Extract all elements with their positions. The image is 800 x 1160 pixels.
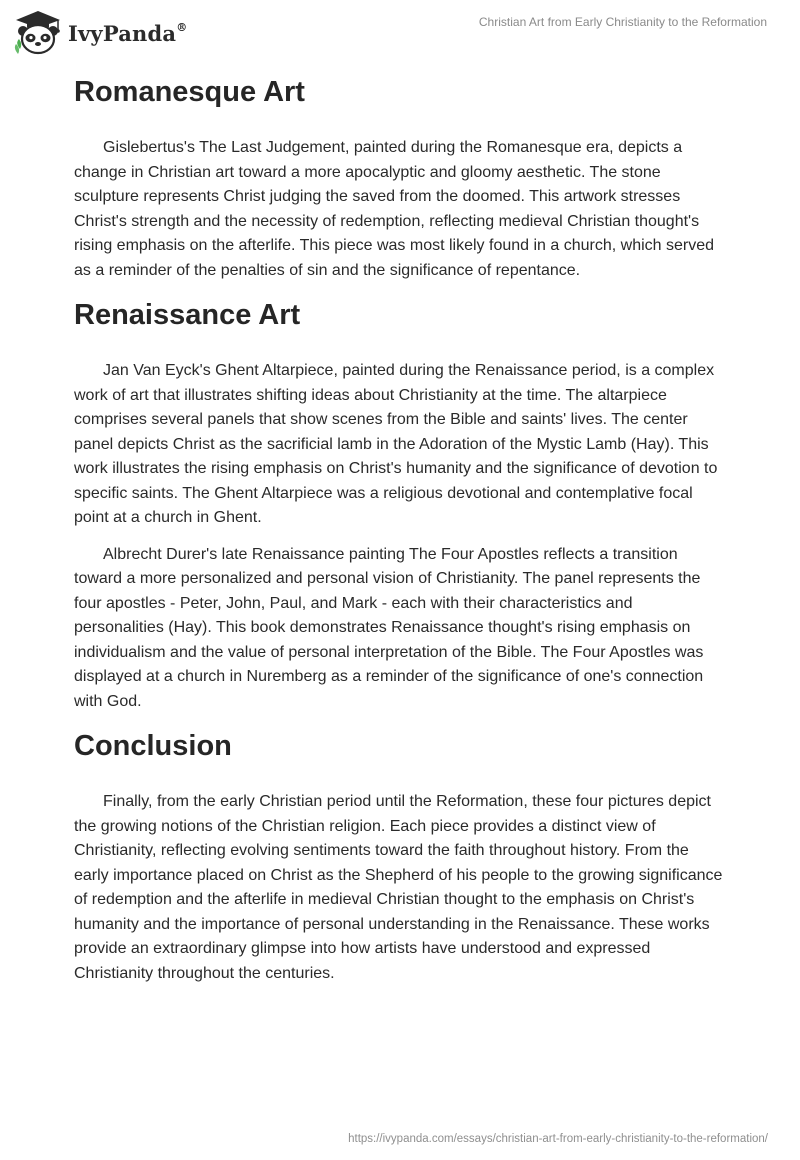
logo-text — [68, 21, 187, 46]
document-title: Christian Art from Early Christianity to the Reformation — [478, 15, 767, 29]
section-heading-renaissance: Renaissance Art — [74, 299, 301, 331]
panda-graduate-icon — [14, 9, 62, 55]
paragraph-renaissance-2: Albrecht Durer's late Renaissance painting The Four Apostles reflects a transition toward a more personalized and personal vision of Christianity. The panel represents the four apostles - Peter, John, Paul, and Mark - each with their characteristics and personalities (Hay). This book demonstrates Renaissance thought's rising emphasis on individualism and the value of personal interpretation of the Bible. The Four Apostles was displayed at a church in Nuremberg as a reminder of the significance of one's connection with God. — [74, 545, 704, 710]
section-heading-romanesque: Romanesque Art — [74, 76, 305, 108]
registered-mark: ® — [176, 20, 188, 34]
logo-name: IvyPanda — [68, 20, 177, 46]
paragraph-renaissance-1: Jan Van Eyck's Ghent Altarpiece, painted during the Renaissance period, is a complex work of art that illustrates shifting ideas about Christianity at the time. The altarpiece comprises several panels that show scenes from the Bible and saints' lives. The center panel depicts Christ as the sacrificial lamb in the Adoration of the Mystic Lamb (Hay). This work illustrates the rising emphasis on Christ's humanity and the significance of devotion to specific saints. The Ghent Altarpiece was a religious devotional and contemplative focal point at a church in Ghent. — [74, 362, 718, 526]
paragraph-romanesque: Gislebertus's The Last Judgement, painted during the Romanesque era, depicts a change in Christian art toward a more apocalyptic and gloomy aesthetic. The stone sculpture represents Christ judging the saved from the doomed. This artwork stresses Christ's strength and the necessity of redemption, reflecting medieval Christian thought's rising emphasis on the afterlife. This piece was most likely found in a church, which served as a reminder of the penalties of sin and the significance of repentance. — [74, 139, 715, 279]
page-header — [0, 0, 800, 60]
paragraph-conclusion: Finally, from the early Christian period until the Reformation, these four pictures depict the growing notions of the Christian religion. Each piece provides a distinct view of Christianity, reflecting evolving sentiments toward the faith throughout history. From the early importance placed on Christ as the Shepherd of his people to the growing significance of redemption and the afterlife in medieval Christian thought to the emphasis on Christ's humanity and the importance of personal understanding in the Renaissance. These works provide an extraordinary glimpse into how artists have understood and expressed Christianity throughout the centuries. — [74, 793, 723, 982]
section-heading-conclusion: Conclusion — [74, 730, 232, 762]
essay-content — [74, 70, 726, 986]
footer-url-link[interactable]: https://ivypanda.com/essays/christian-art-from-early-christianity-to-the-reformation/ — [348, 1133, 768, 1145]
ivypanda-logo[interactable] — [14, 9, 187, 55]
